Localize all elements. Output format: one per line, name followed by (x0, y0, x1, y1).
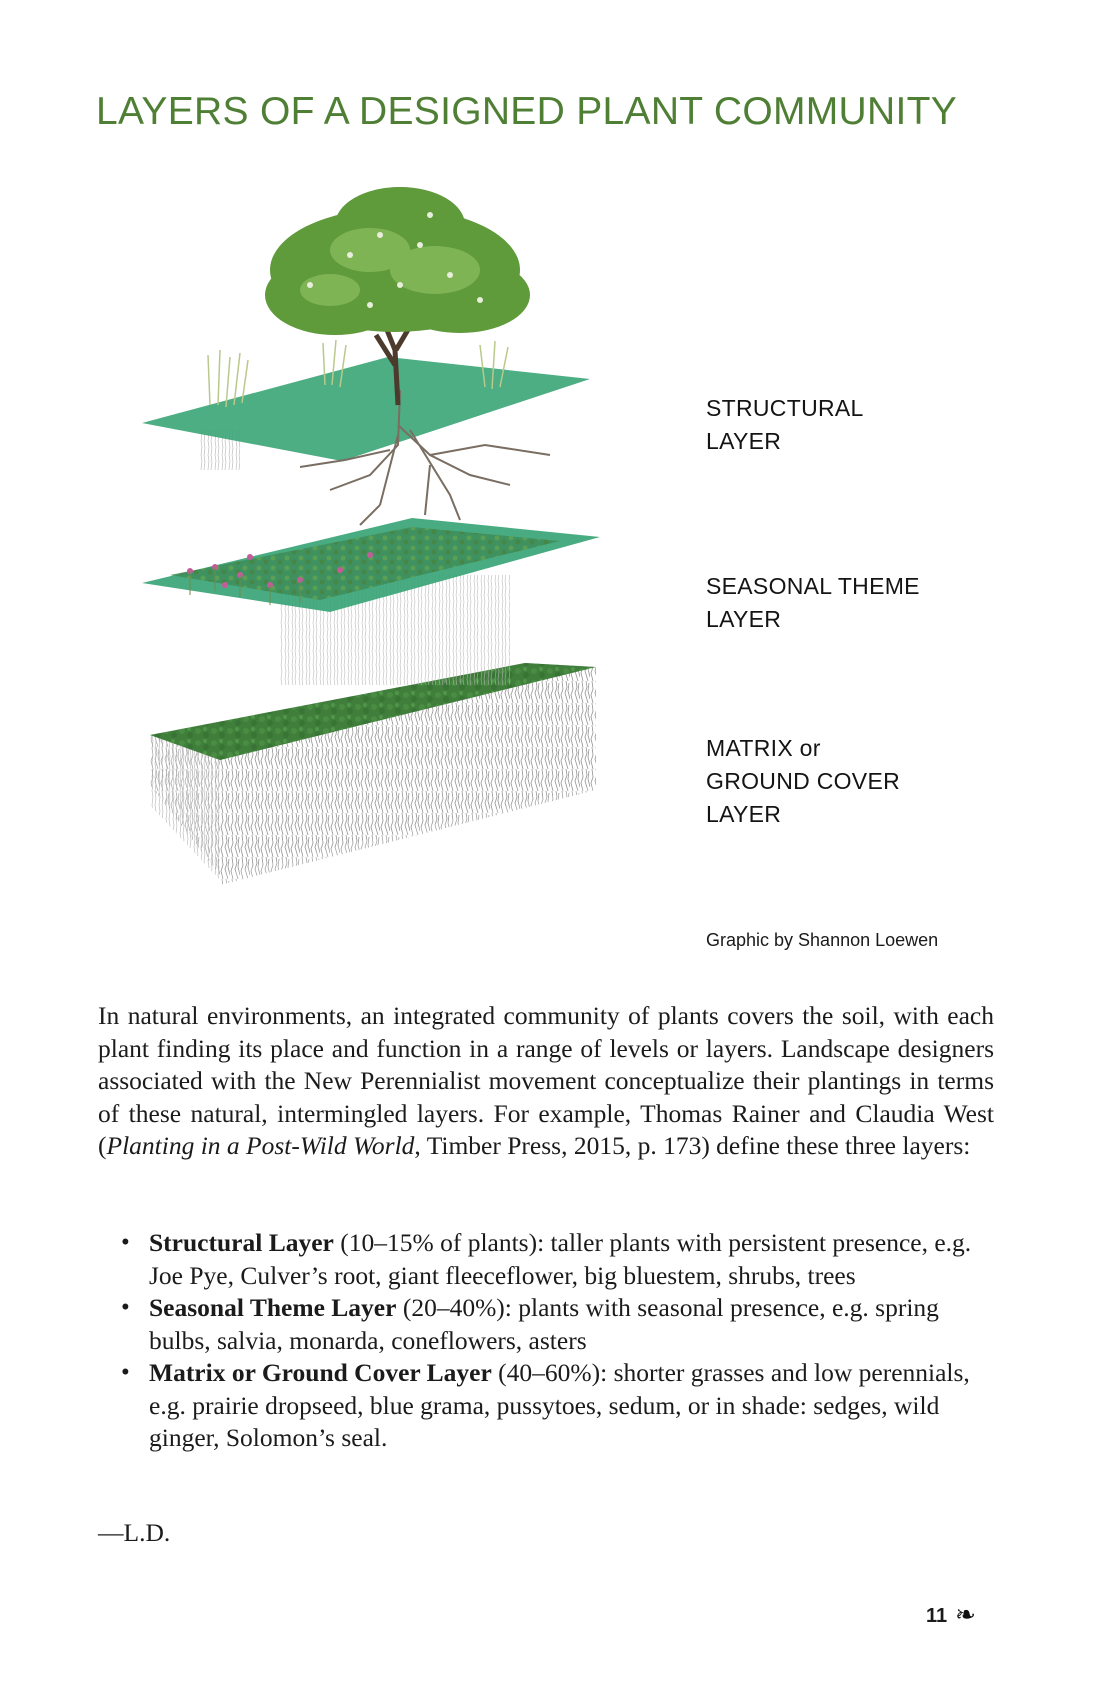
author-signoff: —L.D. (98, 1518, 171, 1547)
fleuron-icon: ❧ (955, 1602, 976, 1629)
list-item: • Structural Layer (10–15% of plants): taller plants with persistent presence, e.g. Joe Pye, Culver’s root, giant fleeceflower, big bluestem, shrubs, trees (121, 1227, 1001, 1292)
intro-paragraph: In natural environments, an integrated community of plants covers the soil, with each plant finding its place and function in a range of levels or layers. Landscape designers associated with the New Perennialist movement conceptualize their plantings in terms of these natural, intermingled layers. For example, Thomas Rainer and Claudia West (Planting in a Post-Wild World, Timber Press, 2015, p. 173) define these three layers: (98, 1001, 994, 1160)
plant-layers-illustration (130, 175, 690, 965)
matrix-layer-graphic (150, 663, 596, 885)
list-item: • Seasonal Theme Layer (20–40%): plants with seasonal presence, e.g. spring bulbs, salvia, monarda, coneflowers, asters (121, 1292, 1001, 1357)
book-title: Planting in a Post-Wild World (106, 1131, 415, 1160)
page-title: LAYERS OF A DESIGNED PLANT COMMUNITY (96, 90, 958, 133)
structural-layer-graphic (142, 187, 590, 525)
page-number: 11 (926, 1605, 948, 1627)
graphic-credit: Graphic by Shannon Loewen (706, 930, 939, 950)
structural-layer-label: STRUCTURAL LAYER (706, 395, 864, 454)
layer-list (121, 1227, 1001, 1455)
matrix-layer-label: MATRIX or GROUND COVER LAYER (706, 735, 901, 827)
seasonal-layer-label: SEASONAL THEME LAYER (706, 573, 920, 632)
list-item: • Matrix or Ground Cover Layer (40–60%): shorter grasses and low perennials, e.g. prairie dropseed, blue grama, pussytoes, sedum, or in shade: sedges, wild ginger, Solomon’s seal. (121, 1357, 1001, 1455)
seasonal-layer-graphic (142, 518, 600, 685)
